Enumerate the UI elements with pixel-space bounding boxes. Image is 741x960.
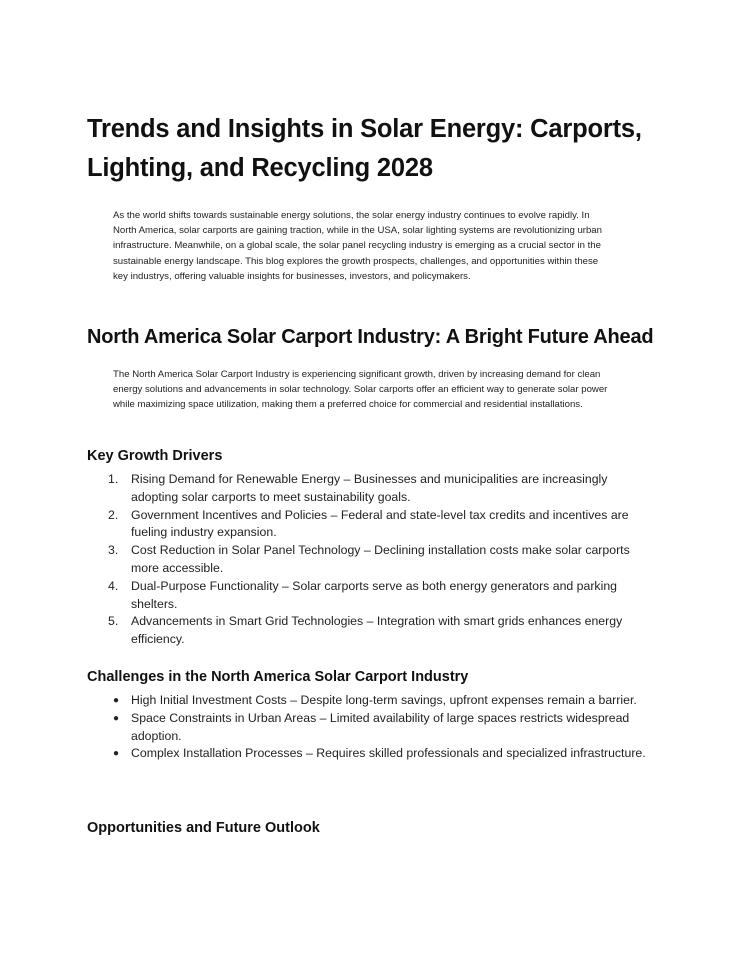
page-title: Trends and Insights in Solar Energy: Carports, Lighting, and Recycling 2028 — [87, 115, 642, 182]
list-number: 4. — [108, 578, 119, 593]
list-item-text: Complex Installation Processes – Requires skilled professionals and specialized infrastructure. — [131, 746, 646, 761]
list-item — [87, 471, 647, 507]
list-number: 1. — [108, 472, 119, 486]
list-item — [87, 692, 647, 710]
list-item-text: Space Constraints in Urban Areas – Limited availability of large spaces restricts widespread adoption. — [131, 710, 630, 743]
intro-paragraph: As the world shifts towards sustainable energy solutions, the solar energy industry continues to evolve rapidly. In North America, solar carports are gaining traction, while in the USA, solar lighting systems are revolutionizing urban infrastructure. Meanwhile, on a global scale, the solar panel recycling industry is emerging as a crucial sector in the sustainable energy landscape. This blog explores the growth prospects, challenges, and opportunities within these key industrys, offering valuable insights for businesses, investors, and policymakers. — [113, 210, 602, 282]
subheading-challenges: Challenges in the North America Solar Carport Industry — [87, 669, 469, 685]
challenges-list — [87, 692, 647, 763]
list-item-text: Cost Reduction in Solar Panel Technology – Declining installation costs make solar carports more accessible. — [131, 543, 630, 575]
list-item — [87, 710, 647, 746]
section-paragraph-solar-carport: The North America Solar Carport Industry is experiencing significant growth, driven by increasing demand for clean energy solutions and advancements in solar technology. Solar carports offer an efficient way to generate solar power while maximizing space utilization, making them a preferred choice for commercial and residential installations. — [113, 369, 608, 411]
subheading-opportunities: Opportunities and Future Outlook — [87, 820, 320, 836]
list-item — [87, 507, 647, 543]
bullet-icon: ● — [113, 712, 120, 724]
list-item — [87, 542, 647, 578]
bullet-icon: ● — [113, 748, 120, 760]
growth-drivers-list — [87, 471, 647, 649]
list-item-text: High Initial Investment Costs – Despite long-term savings, upfront expenses remain a barrier. — [131, 693, 637, 707]
list-item — [87, 578, 647, 614]
list-number: 3. — [108, 543, 119, 558]
list-item-text: Rising Demand for Renewable Energy – Businesses and municipalities are increasingly adopting solar carports to meet sustainability goals. — [131, 472, 608, 504]
bullet-icon: ● — [113, 695, 120, 706]
list-item — [87, 745, 647, 763]
subheading-key-growth-drivers: Key Growth Drivers — [87, 448, 223, 464]
list-item — [87, 613, 647, 649]
list-item-text: Government Incentives and Policies – Federal and state-level tax credits and incentives are fueling industry expansion. — [131, 507, 629, 540]
list-number: 2. — [108, 507, 119, 522]
list-item-text: Dual-Purpose Functionality – Solar carports serve as both energy generators and parking shelters. — [131, 578, 617, 611]
list-item-text: Advancements in Smart Grid Technologies – Integration with smart grids enhances energy efficiency. — [131, 614, 623, 647]
section-heading-solar-carport: North America Solar Carport Industry: A Bright Future Ahead — [87, 326, 654, 348]
list-number: 5. — [108, 614, 119, 629]
